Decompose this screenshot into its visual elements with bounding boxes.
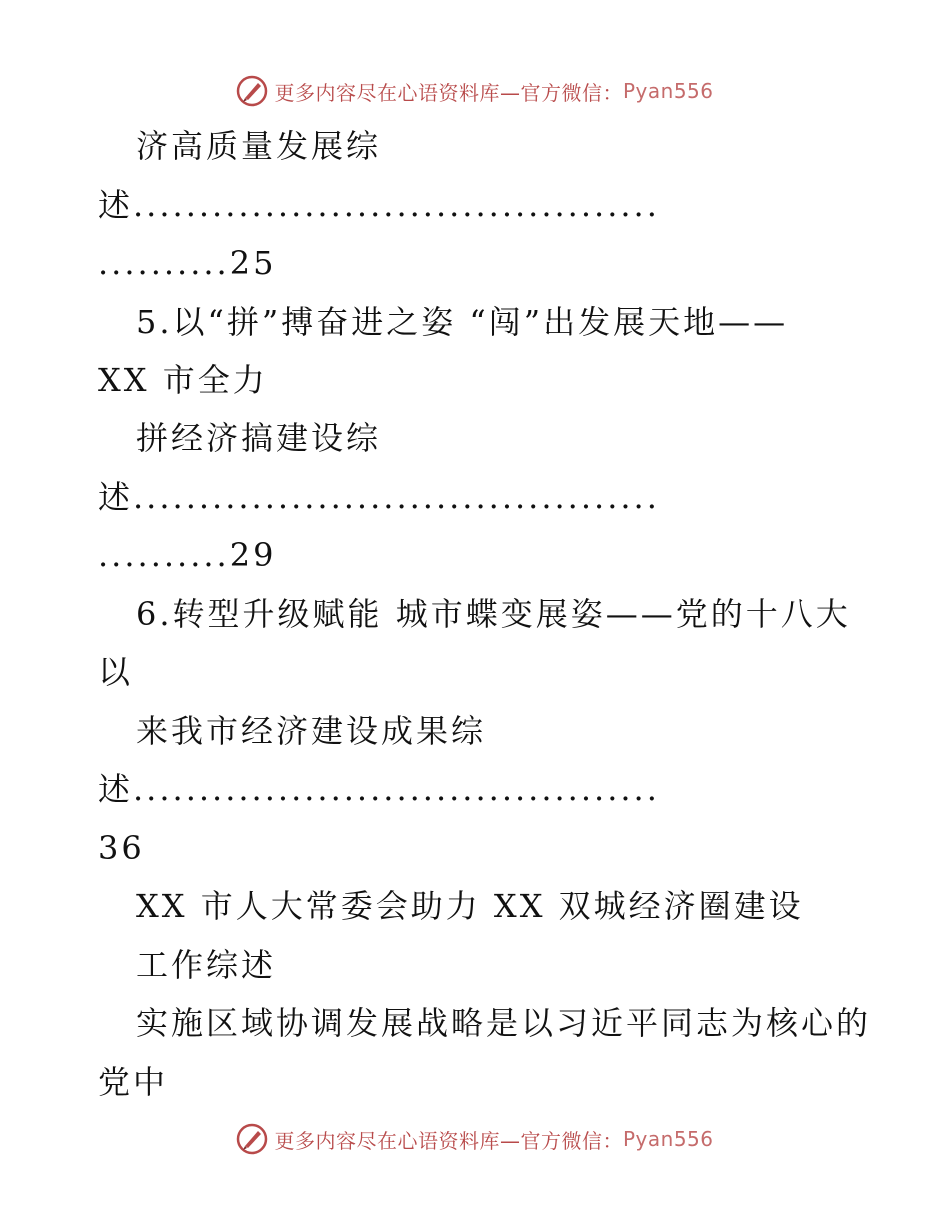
quill-pen-logo-icon	[236, 75, 268, 107]
toc-page-number-line: 36	[98, 829, 145, 867]
article-title: 工作综述	[136, 946, 277, 984]
toc-line: 来我市经济建设成果综	[136, 712, 487, 750]
toc-leader-line: 述........................................	[98, 770, 660, 808]
toc-line: 拼经济搞建设综	[136, 419, 382, 457]
toc-line: 以	[98, 653, 134, 691]
toc-leader-line: 述........................................	[98, 478, 660, 516]
wechat-id: Pyan556	[622, 1127, 714, 1151]
watermark-text: 更多内容尽在心语资料库—官方微信：	[274, 1128, 623, 1153]
toc-line: 济高质量发展综	[136, 127, 382, 165]
toc-entry-title: 6.转型升级赋能 城市蝶变展姿——党的十八大	[136, 595, 851, 633]
toc-leader-line: 述........................................	[98, 186, 660, 224]
quill-pen-logo-icon	[236, 1123, 268, 1155]
article-title: XX 市人大常委会助力 XX 双城经济圈建设	[136, 887, 804, 925]
watermark-text: 更多内容尽在心语资料库—官方微信：	[274, 80, 623, 105]
body-paragraph: 实施区域协调发展战略是以习近平同志为核心的	[136, 1004, 872, 1042]
toc-entry-title: 5.以“拼”搏奋进之姿 “闯”出发展天地——	[136, 303, 789, 341]
watermark-header	[0, 71, 950, 111]
body-paragraph: 党中	[98, 1063, 169, 1101]
toc-line: XX 市全力	[98, 361, 268, 399]
watermark-footer	[0, 1119, 950, 1159]
wechat-id: Pyan556	[622, 79, 714, 103]
toc-page-number-line: ..........25	[98, 244, 277, 282]
toc-page-number-line: ..........29	[98, 536, 277, 574]
